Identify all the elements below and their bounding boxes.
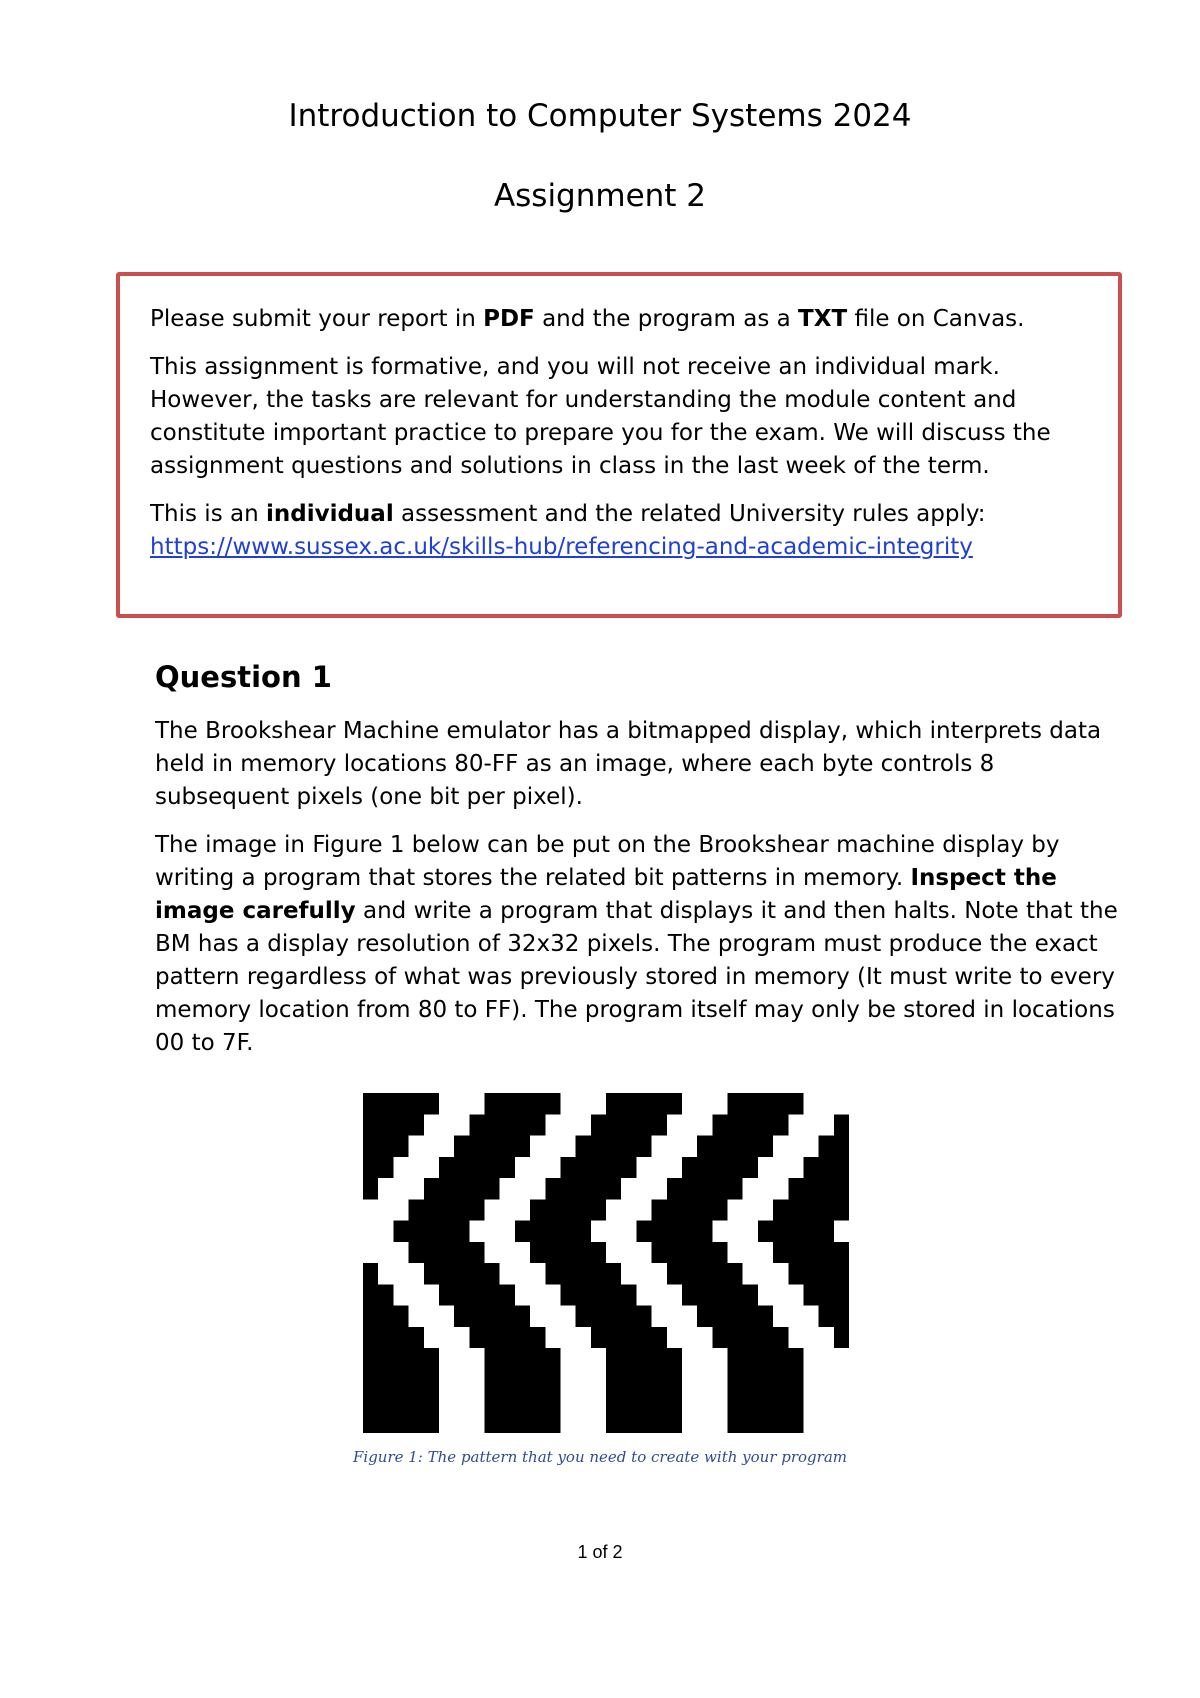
pixel-run (652, 1199, 728, 1210)
pixel-run (712, 1327, 788, 1338)
pixel-run (712, 1114, 788, 1125)
pixel-run (606, 1369, 682, 1380)
pixel-run (363, 1391, 439, 1402)
pixel-run (409, 1199, 485, 1210)
notice-text: This is an (150, 501, 266, 527)
pixel-run (728, 1401, 804, 1412)
pixel-run (485, 1359, 561, 1370)
pixel-run (728, 1369, 804, 1380)
pixel-run (728, 1093, 804, 1104)
pixel-run (363, 1189, 378, 1200)
pixel-run (728, 1412, 804, 1423)
pixel-run (819, 1146, 849, 1157)
pixel-run (773, 1210, 849, 1221)
pixel-run (697, 1306, 773, 1317)
pixel-run (728, 1391, 804, 1402)
pixel-run (424, 1189, 500, 1200)
pixel-run (485, 1369, 561, 1380)
pixel-run (363, 1412, 439, 1423)
pixel-run (469, 1327, 545, 1338)
document-title: Introduction to Computer Systems 2024 (288, 98, 912, 134)
pixel-run (530, 1199, 606, 1210)
pixel-run (803, 1167, 849, 1178)
pixel-run (576, 1306, 652, 1317)
pixel-run (363, 1178, 378, 1189)
notice-text: Please submit your report in (150, 306, 484, 332)
pixel-run (682, 1295, 758, 1306)
pixel-run (667, 1178, 743, 1189)
pixel-run (758, 1231, 834, 1242)
pixel-run (363, 1104, 439, 1115)
pixel-run (363, 1327, 424, 1338)
pixel-run (697, 1136, 773, 1147)
pixel-run (636, 1231, 712, 1242)
pixel-run (606, 1380, 682, 1391)
pixel-run (576, 1146, 652, 1157)
pixel-run (439, 1295, 515, 1306)
pixel-run (728, 1104, 804, 1115)
pixel-run (363, 1125, 424, 1136)
pixel-run (393, 1231, 469, 1242)
question-1-body (155, 715, 1125, 1075)
pixel-run (576, 1136, 652, 1147)
pixel-run (773, 1199, 849, 1210)
txt-format-label: TXT (798, 306, 848, 332)
pixel-run (469, 1337, 545, 1348)
pixel-run (409, 1242, 485, 1253)
assignment-title: Assignment 2 (493, 178, 707, 214)
question-text: and write a program that displays it and then halts. Note that the BM has a display resolution of 32x32 pixels. The program must produce the exact pattern regardless of what was previously stored in memory (It must write to every memory location from 80 to FF). The program itself may only be stored in locations 00 to 7F. (155, 898, 1118, 1056)
pixel-run (363, 1167, 393, 1178)
pixel-run (485, 1391, 561, 1402)
question-1-paragraph-2 (155, 829, 1125, 1060)
pixel-run (576, 1316, 652, 1327)
pixel-run (560, 1157, 636, 1168)
pixel-run (439, 1284, 515, 1295)
question-text: The image in Figure 1 below can be put on the Brookshear machine display by writing a program that stores the related bit patterns in memory. (155, 832, 1060, 891)
pixel-run (485, 1422, 561, 1433)
pixel-run (545, 1178, 621, 1189)
pixel-run (424, 1274, 500, 1285)
pixel-run (363, 1114, 424, 1125)
pixel-run (363, 1263, 378, 1274)
notice-submission-text (150, 303, 1088, 336)
page-number: 1 of 2 (577, 1542, 623, 1562)
pixel-run (454, 1136, 530, 1147)
pixel-run (712, 1337, 788, 1348)
pixel-run (560, 1284, 636, 1295)
pixel-run (454, 1146, 530, 1157)
pixel-run (363, 1295, 393, 1306)
figure-caption: Figure 1: The pattern that you need to create with your program (352, 1448, 847, 1466)
pixel-run (819, 1136, 849, 1147)
individual-label: individual (265, 501, 394, 527)
pixel-run (652, 1210, 728, 1221)
pixel-run (454, 1306, 530, 1317)
pixel-run (515, 1231, 591, 1242)
pixel-run (485, 1104, 561, 1115)
pixel-run (560, 1167, 636, 1178)
submission-notice-box (116, 272, 1122, 618)
pixel-run (469, 1125, 545, 1136)
notice-text: assessment and the related University rules apply: (393, 501, 986, 527)
pixel-run (469, 1114, 545, 1125)
pixel-run (363, 1093, 439, 1104)
pixel-run (363, 1284, 393, 1295)
pixel-run (545, 1189, 621, 1200)
pixel-run (545, 1274, 621, 1285)
pixel-run (606, 1412, 682, 1423)
pixel-run (652, 1242, 728, 1253)
pixel-run (591, 1327, 667, 1338)
inspect-image-emphasis: Inspect the image carefully (155, 865, 1057, 924)
pixel-run (363, 1274, 378, 1285)
pixel-run (485, 1093, 561, 1104)
pixel-run (819, 1316, 849, 1327)
pixel-run (363, 1157, 393, 1168)
pixel-run (728, 1348, 804, 1359)
pixel-run (834, 1337, 849, 1348)
pixel-run (728, 1380, 804, 1391)
pixel-run (363, 1422, 439, 1433)
pixel-run (758, 1221, 834, 1232)
academic-integrity-link[interactable]: https://www.sussex.ac.uk/skills-hub/referencing-and-academic-integrity (150, 534, 973, 560)
pixel-run (667, 1263, 743, 1274)
pixel-run (773, 1242, 849, 1253)
pixel-run (363, 1359, 439, 1370)
pixel-run (363, 1348, 439, 1359)
pixel-run (606, 1401, 682, 1412)
pixel-run (788, 1263, 849, 1274)
pdf-format-label: PDF (483, 306, 535, 332)
pixel-run (363, 1401, 439, 1412)
pixel-run (363, 1306, 409, 1317)
pixel-run (591, 1114, 667, 1125)
pixel-run (788, 1274, 849, 1285)
pixel-run (682, 1157, 758, 1168)
pixel-run (834, 1125, 849, 1136)
bitmap-pattern-figure (363, 1093, 849, 1433)
pixel-run (606, 1359, 682, 1370)
question-1-paragraph-1: The Brookshear Machine emulator has a bitmapped display, which interprets data held in memory locations 80-FF as an image, where each byte controls 8 subsequent pixels (one bit per pixel). (155, 718, 1102, 810)
pixel-run (439, 1157, 515, 1168)
pixel-run (485, 1348, 561, 1359)
pixel-run (728, 1422, 804, 1433)
pixel-run (545, 1263, 621, 1274)
pixel-run (363, 1369, 439, 1380)
pixel-run (803, 1157, 849, 1168)
pixel-run (560, 1295, 636, 1306)
pixel-run (728, 1359, 804, 1370)
pixel-run (363, 1337, 424, 1348)
question-1-heading: Question 1 (155, 660, 332, 694)
pixel-run (591, 1125, 667, 1136)
pixel-run (591, 1337, 667, 1348)
notice-text: and the program as a (534, 306, 799, 332)
pixel-run (485, 1412, 561, 1423)
pixel-run (667, 1274, 743, 1285)
pixel-run (606, 1391, 682, 1402)
pixel-run (454, 1316, 530, 1327)
pixel-run (606, 1422, 682, 1433)
pixel-run (682, 1167, 758, 1178)
pixel-run (409, 1210, 485, 1221)
pixel-run (667, 1189, 743, 1200)
pixel-run (834, 1114, 849, 1125)
notice-text: file on Canvas. (847, 306, 1025, 332)
pixel-run (803, 1284, 849, 1295)
pixel-run (363, 1136, 409, 1147)
pixel-run (485, 1401, 561, 1412)
pixel-run (697, 1146, 773, 1157)
pixel-run (363, 1380, 439, 1391)
pixel-run (485, 1380, 561, 1391)
pixel-run (363, 1146, 409, 1157)
pixel-run (652, 1252, 728, 1263)
pixel-run (530, 1210, 606, 1221)
notice-formative-text: This assignment is formative, and you will not receive an individual mark. However, the tasks are relevant for understanding the module content and constitute important practice to prepare you for the exam. We will discuss the assignment questions and solutions in class in the last week of the term. (150, 354, 1051, 479)
pixel-run (682, 1284, 758, 1295)
pixel-run (803, 1295, 849, 1306)
notice-integrity-text (150, 498, 1088, 564)
pixel-run (773, 1252, 849, 1263)
pixel-run (819, 1306, 849, 1317)
pixel-run (439, 1167, 515, 1178)
pixel-run (515, 1221, 591, 1232)
pixel-run (697, 1316, 773, 1327)
pixel-run (636, 1221, 712, 1232)
pixel-run (393, 1221, 469, 1232)
pixel-run (530, 1252, 606, 1263)
pixel-run (606, 1348, 682, 1359)
pixel-run (834, 1327, 849, 1338)
pixel-run (530, 1242, 606, 1253)
pixel-run (424, 1263, 500, 1274)
pixel-run (788, 1178, 849, 1189)
pixel-run (606, 1093, 682, 1104)
pixel-run (409, 1252, 485, 1263)
pixel-run (424, 1178, 500, 1189)
pixel-run (788, 1189, 849, 1200)
pixel-run (363, 1316, 409, 1327)
pixel-run (712, 1125, 788, 1136)
pixel-run (606, 1104, 682, 1115)
